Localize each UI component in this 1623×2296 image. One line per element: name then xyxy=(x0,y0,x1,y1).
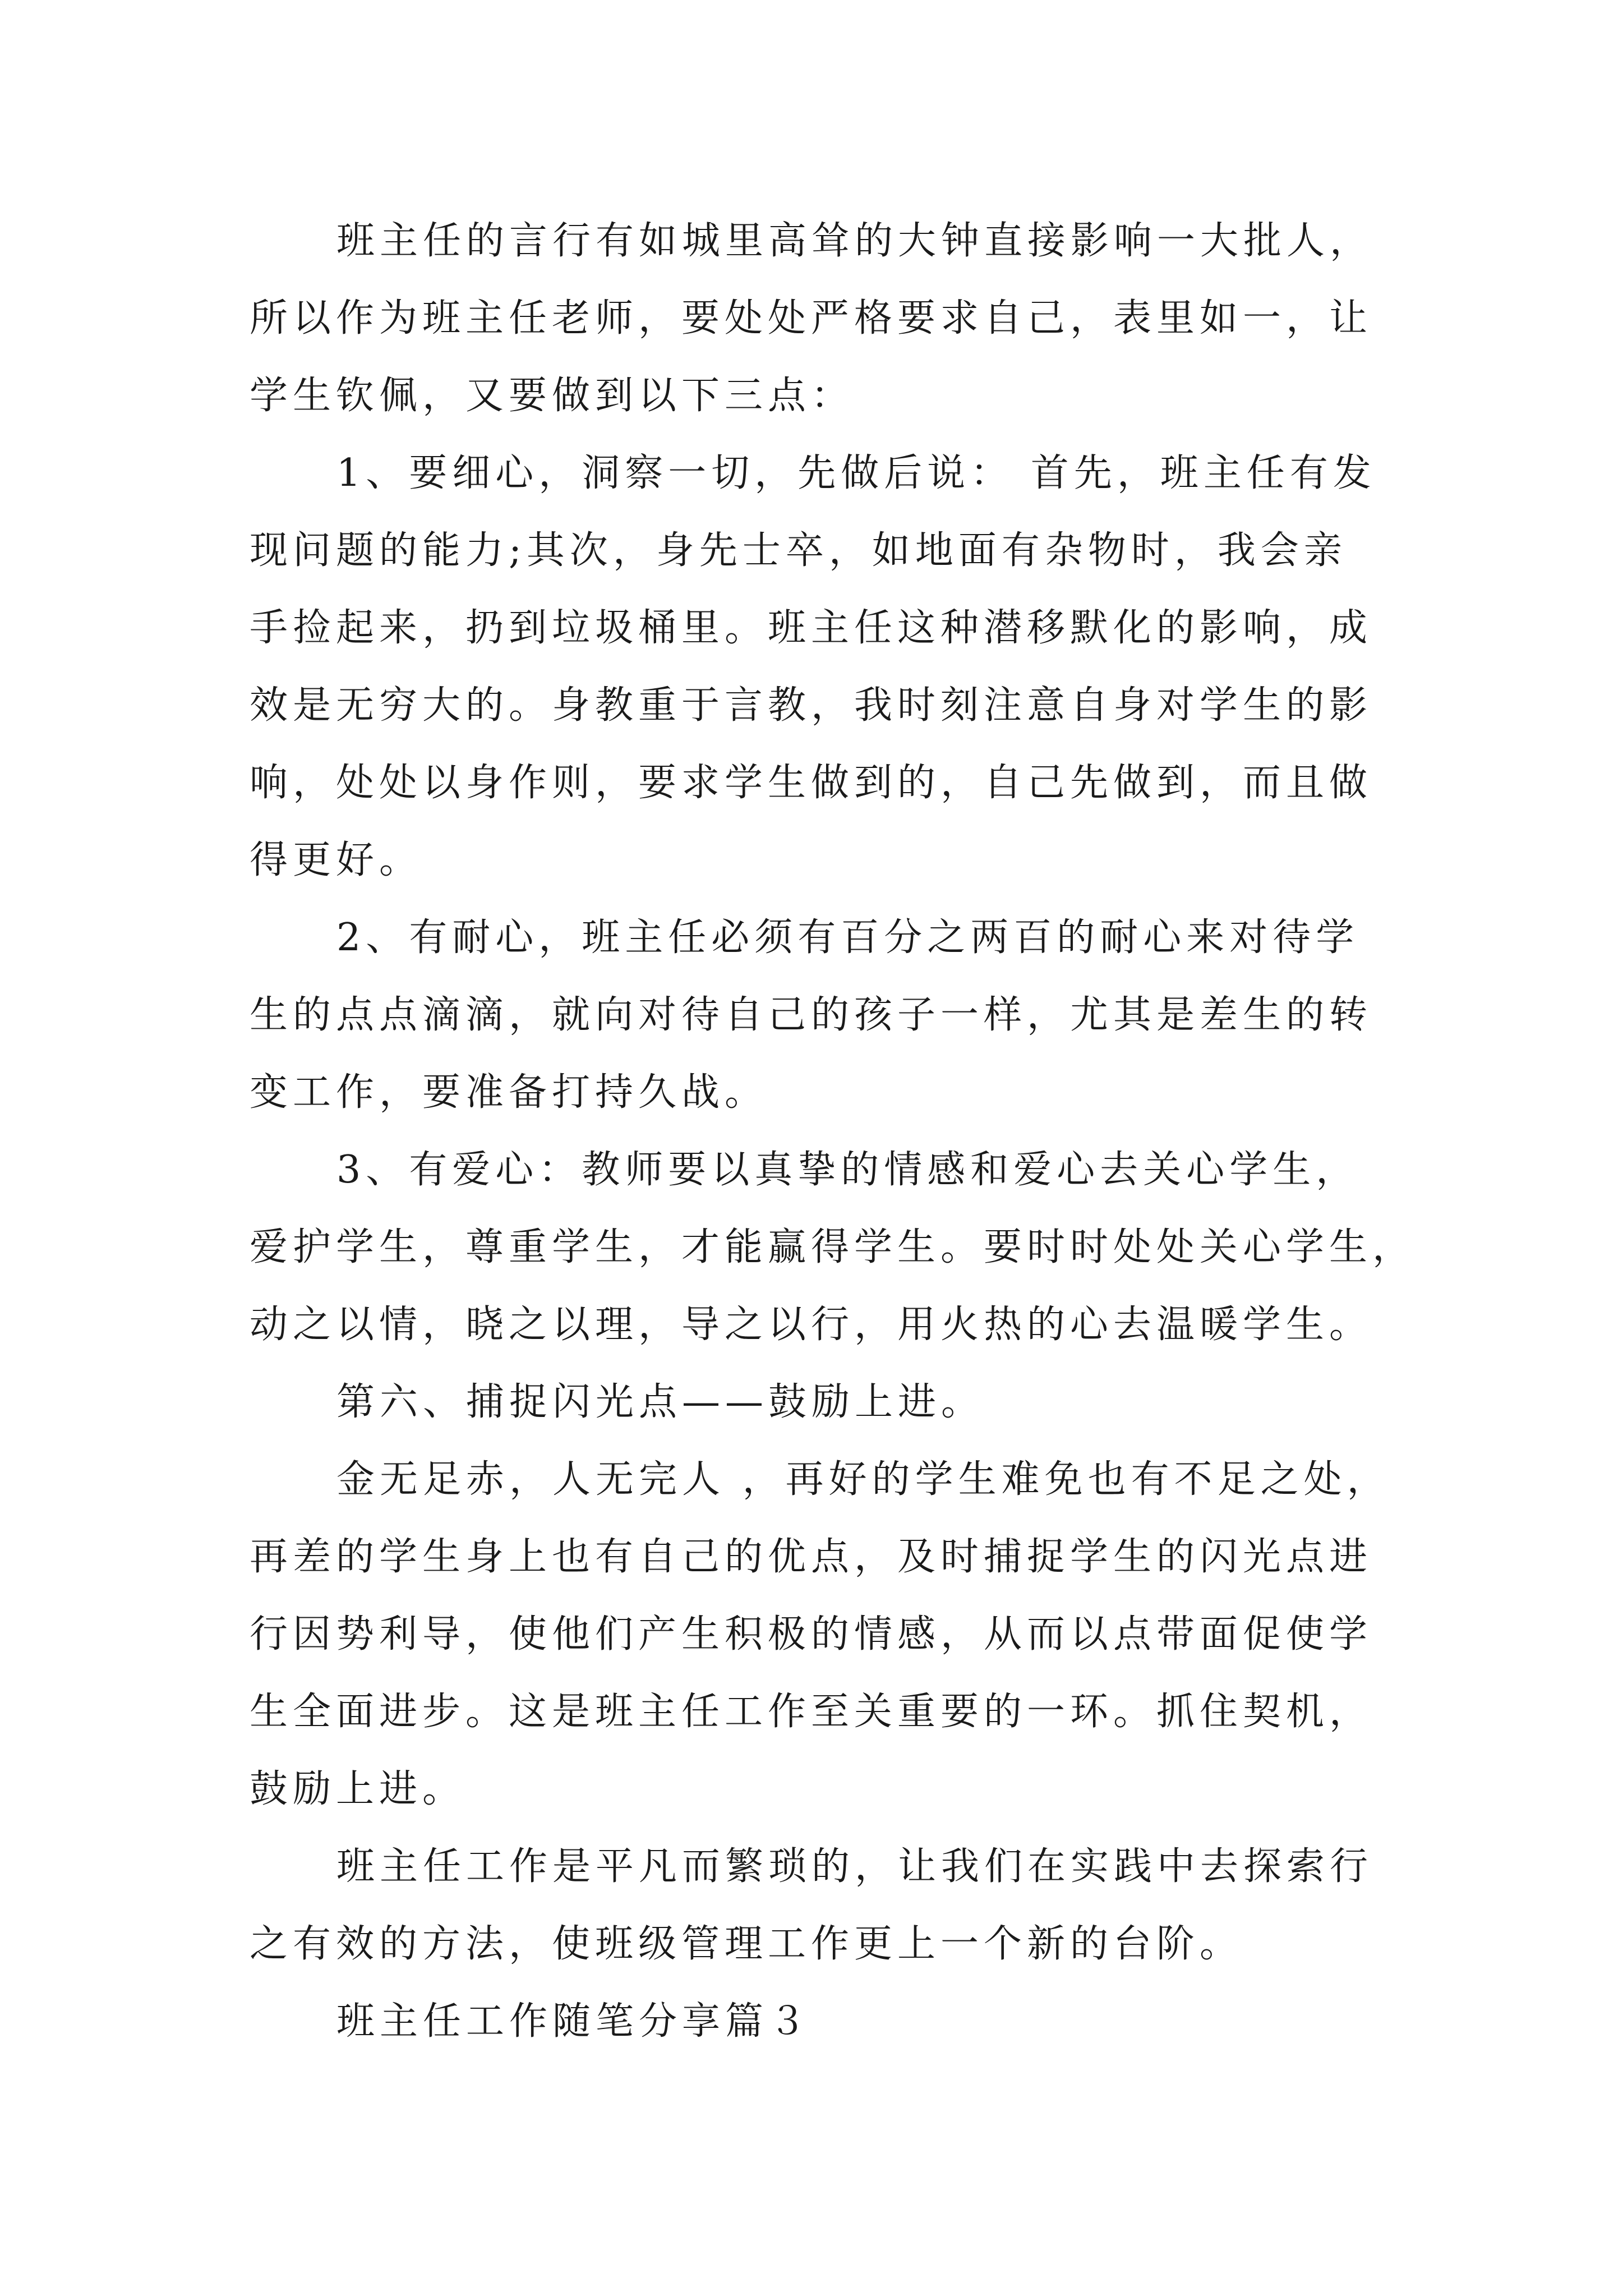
paragraph-1-line-2: 所以作为班主任老师，要处处严格要求自己，表里如一，让 xyxy=(250,296,1373,341)
paragraph-4-line-2: 爱护学生，尊重学生，才能赢得学生。要时时处处关心学生， xyxy=(250,1225,1416,1269)
paragraph-1-line-3: 学生钦佩，又要做到以下三点： xyxy=(250,374,855,418)
paragraph-3-line-2: 生的点点滴滴，就向对待自己的孩子一样，尤其是差生的转 xyxy=(250,993,1373,1037)
paragraph-6-line-4: 生全面进步。这是班主任工作至关重要的一环。抓住契机， xyxy=(250,1690,1373,1734)
paragraph-6-line-5: 鼓励上进。 xyxy=(250,1767,466,1811)
paragraph-4-line-1: 3、有爱心：教师要以真挚的情感和爱心去关心学生， xyxy=(336,1148,1359,1192)
paragraph-1-line-1: 班主任的言行有如城里高耸的大钟直接影响一大批人， xyxy=(336,219,1373,263)
section-heading-6: 第六、捕捉闪光点——鼓励上进。 xyxy=(336,1380,985,1424)
paragraph-2-line-5: 响，处处以身作则，要求学生做到的，自己先做到，而且做 xyxy=(250,761,1373,805)
paragraph-2-line-4: 效是无穷大的。身教重于言教，我时刻注意自身对学生的影 xyxy=(250,683,1373,728)
next-article-title: 班主任工作随笔分享篇３ xyxy=(336,1999,812,2044)
paragraph-3-line-1: 2、有耐心，班主任必须有百分之两百的耐心来对待学 xyxy=(336,915,1359,960)
paragraph-4-line-3: 动之以情，晓之以理，导之以行，用火热的心去温暖学生。 xyxy=(250,1303,1373,1347)
paragraph-7-line-1: 班主任工作是平凡而繁琐的，让我们在实践中去探索行 xyxy=(336,1844,1373,1889)
paragraph-7-line-2: 之有效的方法，使班级管理工作更上一个新的台阶。 xyxy=(250,1922,1243,1966)
paragraph-2-line-1: 1、要细心，洞察一切，先做后说： 首先，班主任有发 xyxy=(336,451,1376,495)
paragraph-6-line-3: 行因势利导，使他们产生积极的情感，从而以点带面促使学 xyxy=(250,1612,1373,1657)
paragraph-6-line-1: 金无足赤，人无完人 ，再好的学生难免也有不足之处， xyxy=(336,1457,1390,1502)
paragraph-2-line-2: 现问题的能力;其次，身先士卒，如地面有杂物时，我会亲 xyxy=(250,528,1347,573)
paragraph-6-line-2: 再差的学生身上也有自己的优点，及时捕捉学生的闪光点进 xyxy=(250,1535,1373,1579)
paragraph-2-line-6: 得更好。 xyxy=(250,838,423,882)
paragraph-2-line-3: 手捡起来，扔到垃圾桶里。班主任这种潜移默化的影响，成 xyxy=(250,606,1373,650)
paragraph-3-line-3: 变工作，要准备打持久战。 xyxy=(250,1070,768,1115)
